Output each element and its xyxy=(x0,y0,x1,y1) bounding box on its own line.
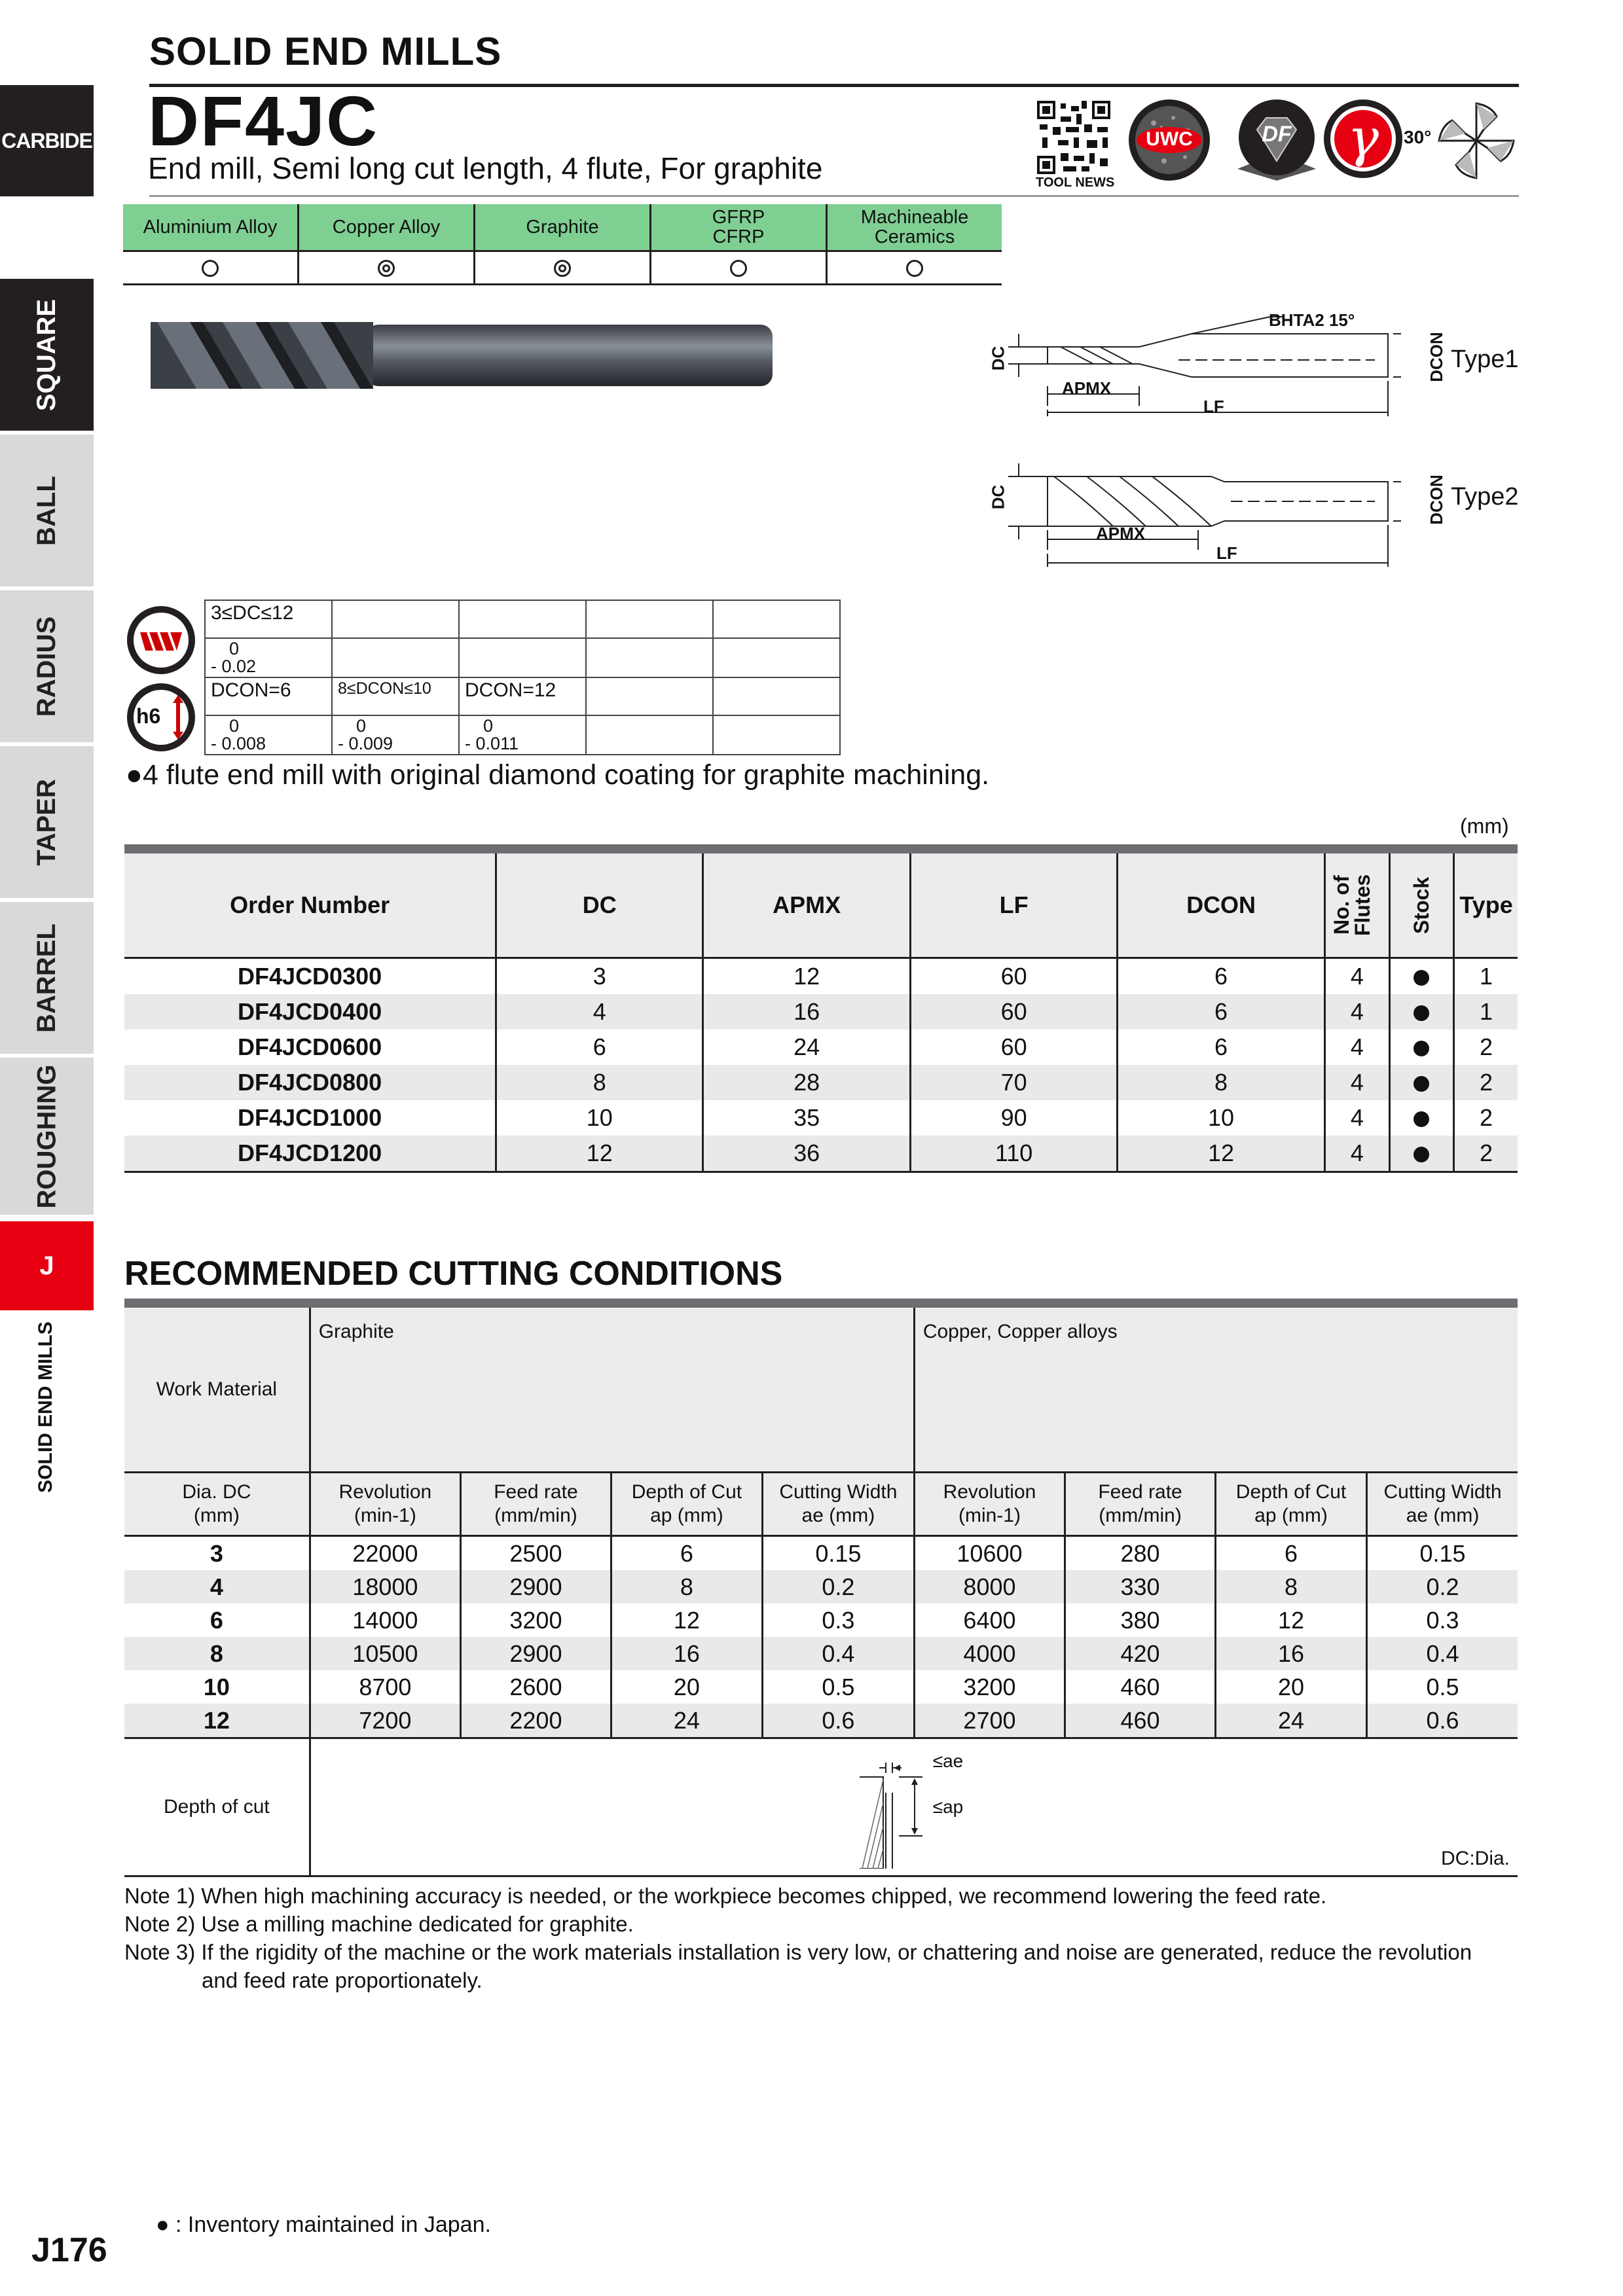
tab-radius-label: RADIUS xyxy=(32,616,61,717)
dc-value: 4 xyxy=(496,994,703,1030)
tolerance-table xyxy=(204,600,841,755)
material-name: Graphite xyxy=(475,204,651,251)
lf-value: 60 xyxy=(911,958,1118,995)
carbide-tab[interactable]: CARBIDE xyxy=(0,85,94,196)
note-3-continued: and feed rate proportionately. xyxy=(202,1967,483,1992)
dc-label-type2: DC xyxy=(988,484,1008,510)
dcon-label-2: 8≤DCON≤10 xyxy=(332,677,459,715)
df-diamond-badge xyxy=(1235,98,1319,185)
type-value: 1 xyxy=(1480,963,1493,990)
tab-ball[interactable] xyxy=(0,435,94,586)
copper-ap: 6 xyxy=(1215,1536,1366,1571)
graphite-feed: 2600 xyxy=(461,1670,611,1704)
dcon-value: 6 xyxy=(1118,1030,1325,1065)
lf-value: 60 xyxy=(911,1030,1118,1065)
col-flutes xyxy=(1324,849,1389,958)
spec-table xyxy=(124,844,1518,1173)
graphite-feed: 2900 xyxy=(461,1637,611,1670)
copper-rev: 2700 xyxy=(914,1704,1065,1738)
bhta-label: BHTA2 15° xyxy=(1269,310,1355,330)
dcon-lower: - 0.008 xyxy=(211,734,266,753)
feature-description: ●4 flute end mill with original diamond coating for graphite machining. xyxy=(126,759,990,791)
material-name: Copper Alloy xyxy=(299,204,475,251)
type-value: 2 xyxy=(1480,1033,1493,1060)
flutes-value: 4 xyxy=(1324,1030,1389,1065)
graphite-ap: 20 xyxy=(611,1670,762,1704)
width-header-text: Cutting Width ae (mm) xyxy=(779,1481,898,1526)
dcon-label-1: DCON=6 xyxy=(205,677,332,715)
unit-label: (mm) xyxy=(1460,814,1509,838)
dcon-lower: - 0.009 xyxy=(338,734,393,753)
df-badge-text: DF xyxy=(1262,122,1292,147)
dc-dia-label: DC:Dia. xyxy=(1440,1848,1510,1869)
feed-header xyxy=(461,1473,611,1536)
material-name xyxy=(827,204,1002,251)
rev-header xyxy=(914,1473,1065,1536)
uwc-badge-text: UWC xyxy=(1146,128,1193,150)
depth-header xyxy=(611,1473,762,1536)
material-suitability-table xyxy=(123,204,1002,285)
stock-dot-icon xyxy=(1413,1005,1429,1021)
note-1: Note 1) When high machining accuracy is needed, or the workpiece becomes chipped, we recommend lowering the feed rate. xyxy=(124,1884,1327,1908)
col-dcon: DCON xyxy=(1118,849,1325,958)
order-number[interactable]: DF4JCD0300 xyxy=(124,958,496,995)
feed-header-text: Feed rate (mm/min) xyxy=(1098,1481,1182,1526)
dcon-upper: 0 xyxy=(229,716,240,736)
graphite-ae: 0.5 xyxy=(762,1670,914,1704)
width-header xyxy=(1367,1473,1518,1536)
rating-cell xyxy=(123,251,299,285)
rev-header xyxy=(310,1473,460,1536)
graphite-heading: Graphite xyxy=(310,1303,914,1473)
stock-cell xyxy=(1389,1100,1453,1136)
dc-value: 8 xyxy=(496,1065,703,1100)
type2-label: Type2 xyxy=(1451,483,1519,511)
col-apmx: APMX xyxy=(703,849,911,958)
tab-square-label: SQUARE xyxy=(32,298,62,411)
dia-value: 4 xyxy=(124,1570,310,1604)
rating-cell xyxy=(827,251,1002,285)
graphite-ae: 0.4 xyxy=(762,1637,914,1670)
apmx-label: APMX xyxy=(1062,378,1112,398)
ae-label: ≤ae xyxy=(932,1751,964,1771)
dia-value: 10 xyxy=(124,1670,310,1704)
best-double-circle-icon xyxy=(554,260,571,277)
stock-dot-icon xyxy=(1413,1076,1429,1092)
type2-dimension-diagram xyxy=(982,458,1401,573)
flutes-value: 4 xyxy=(1324,994,1389,1030)
tab-barrel[interactable] xyxy=(0,902,94,1054)
stock-cell xyxy=(1389,1136,1453,1172)
dc-value: 6 xyxy=(496,1030,703,1065)
dc-tolerance-values xyxy=(205,638,332,677)
end-mill-photo xyxy=(151,319,779,395)
copper-feed: 460 xyxy=(1065,1670,1216,1704)
dc-lower: - 0.02 xyxy=(211,656,257,676)
dcon-lower: - 0.011 xyxy=(465,734,519,753)
copper-ae: 0.6 xyxy=(1367,1704,1518,1738)
flutes-value: 4 xyxy=(1324,1100,1389,1136)
apmx-label-type2: APMX xyxy=(1096,524,1146,543)
col-lf: LF xyxy=(911,849,1118,958)
copper-rev: 3200 xyxy=(914,1670,1065,1704)
material-name xyxy=(651,204,827,251)
tab-barrel-label: BARREL xyxy=(32,923,62,1033)
tab-j[interactable]: J xyxy=(0,1221,94,1310)
dcon-tolerance-3 xyxy=(459,715,586,755)
apmx-value: 35 xyxy=(703,1100,911,1136)
dc-value: 12 xyxy=(496,1136,703,1172)
dia-header xyxy=(124,1473,310,1536)
copper-ae: 0.5 xyxy=(1426,1673,1459,1700)
order-number[interactable]: DF4JCD1200 xyxy=(124,1136,496,1172)
stock-dot-icon xyxy=(1413,1041,1429,1056)
dcon-value: 6 xyxy=(1118,958,1325,995)
order-number[interactable]: DF4JCD0400 xyxy=(124,994,496,1030)
copper-heading: Copper, Copper alloys xyxy=(914,1303,1518,1473)
page-number: J176 xyxy=(31,2231,107,2269)
order-number[interactable]: DF4JCD0800 xyxy=(124,1065,496,1100)
dcon-tolerance-2 xyxy=(332,715,459,755)
graphite-rev: 7200 xyxy=(310,1704,460,1738)
material-name: Aluminium Alloy xyxy=(123,204,299,251)
tab-radius[interactable] xyxy=(0,590,94,742)
h6-tolerance-icon xyxy=(126,682,196,756)
graphite-feed: 2200 xyxy=(461,1704,611,1738)
lf-value: 70 xyxy=(911,1065,1118,1100)
dcon-upper: 0 xyxy=(356,716,367,736)
tool-news-label: TOOL NEWS xyxy=(1036,175,1115,190)
best-double-circle-icon xyxy=(378,260,395,277)
material-name-text: Machineable Ceramics xyxy=(860,206,969,247)
apmx-value: 24 xyxy=(703,1030,911,1065)
depth-of-cut-diagram-cell xyxy=(310,1738,1518,1876)
graphite-rev: 14000 xyxy=(310,1604,460,1637)
solid-end-mills-vertical-label xyxy=(26,1316,65,1499)
dcon-label: DCON xyxy=(1426,332,1446,382)
col-stock-text: Stock xyxy=(1410,876,1434,934)
copper-ap: 20 xyxy=(1215,1670,1366,1704)
dcon-value: 6 xyxy=(1118,994,1325,1030)
graphite-rev: 8700 xyxy=(310,1670,460,1704)
flutes-value: 4 xyxy=(1324,958,1389,995)
stock-dot-icon xyxy=(1413,1147,1429,1162)
graphite-ae: 0.15 xyxy=(762,1536,914,1571)
four-flute-icon xyxy=(1434,98,1519,187)
col-order-number: Order Number xyxy=(124,849,496,958)
rating-cell xyxy=(651,251,827,285)
copper-rev: 4000 xyxy=(914,1637,1065,1670)
depth-of-cut-diagram xyxy=(860,1753,938,1874)
dcon-value: 12 xyxy=(1118,1136,1325,1172)
graphite-ap: 24 xyxy=(611,1704,762,1738)
graphite-ap: 6 xyxy=(611,1536,762,1571)
graphite-ap: 16 xyxy=(611,1637,762,1670)
stock-dot-icon xyxy=(1413,970,1429,986)
model-subtitle: End mill, Semi long cut length, 4 flute, For graphite xyxy=(148,151,823,185)
depth-header-text: Depth of Cut ap (mm) xyxy=(631,1481,742,1526)
graphite-feed: 2500 xyxy=(461,1536,611,1571)
graphite-ae: 0.6 xyxy=(762,1704,914,1738)
depth-header-text: Depth of Cut ap (mm) xyxy=(1235,1481,1347,1526)
width-header-text: Cutting Width ae (mm) xyxy=(1383,1481,1502,1526)
cutting-conditions-table xyxy=(124,1299,1518,1877)
lf-label: LF xyxy=(1203,397,1224,416)
feed-header-text: Feed rate (mm/min) xyxy=(494,1481,578,1526)
copper-ap: 24 xyxy=(1215,1704,1366,1738)
inventory-note: ● : Inventory maintained in Japan. xyxy=(156,2212,491,2237)
dia-value: 8 xyxy=(124,1637,310,1670)
header-rule-2 xyxy=(149,195,1519,197)
type1-label: Type1 xyxy=(1451,346,1519,373)
col-type: Type xyxy=(1454,849,1518,958)
dia-header-text: Dia. DC (mm) xyxy=(182,1481,251,1526)
tab-taper[interactable] xyxy=(0,746,94,898)
material-name-text: GFRP CFRP xyxy=(712,206,765,247)
apmx-value: 12 xyxy=(703,958,911,995)
lf-value: 90 xyxy=(911,1100,1118,1136)
lf-value: 60 xyxy=(911,994,1118,1030)
copper-ae: 0.15 xyxy=(1419,1539,1466,1567)
rev-header-text: Revolution (min-1) xyxy=(943,1481,1036,1526)
dia-value: 12 xyxy=(124,1704,310,1738)
copper-ap: 16 xyxy=(1215,1637,1366,1670)
graphite-ap: 8 xyxy=(611,1570,762,1604)
graphite-feed: 2900 xyxy=(461,1570,611,1604)
h6-text: h6 xyxy=(136,704,161,728)
type-value: 2 xyxy=(1454,1065,1518,1100)
flutes-value: 4 xyxy=(1324,1065,1389,1100)
order-number[interactable]: DF4JCD1000 xyxy=(124,1100,496,1136)
dcon-label-3: DCON=12 xyxy=(459,677,586,715)
order-number[interactable]: DF4JCD0600 xyxy=(124,1030,496,1065)
dc-upper: 0 xyxy=(229,639,240,658)
note-3: Note 3) If the rigidity of the machine or the work materials installation is very low, or chattering and noise are generated, reduce the revolution xyxy=(124,1939,1472,1964)
suitable-circle-icon xyxy=(906,260,923,277)
copper-feed: 460 xyxy=(1065,1704,1216,1738)
uwc-badge xyxy=(1127,98,1211,185)
dia-value: 3 xyxy=(124,1536,310,1571)
suitable-circle-icon xyxy=(202,260,219,277)
dc-value: 10 xyxy=(496,1100,703,1136)
graphite-feed: 3200 xyxy=(461,1604,611,1637)
graphite-ae: 0.3 xyxy=(762,1604,914,1637)
stock-cell xyxy=(1389,994,1453,1030)
dc-tolerance-icon xyxy=(126,605,196,679)
dc-label: DC xyxy=(988,346,1008,371)
tab-square[interactable] xyxy=(0,279,94,431)
ap-label: ≤ap xyxy=(932,1797,964,1817)
copper-ae: 0.4 xyxy=(1367,1637,1518,1670)
gamma-badge xyxy=(1322,98,1404,183)
copper-ae: 0.2 xyxy=(1367,1570,1518,1604)
graphite-ap: 12 xyxy=(611,1604,762,1637)
solid-end-mills-vertical-text: SOLID END MILLS xyxy=(35,1321,57,1493)
graphite-rev: 22000 xyxy=(310,1536,460,1571)
tab-roughing[interactable] xyxy=(0,1058,94,1215)
apmx-value: 28 xyxy=(703,1065,911,1100)
col-dc: DC xyxy=(496,849,703,958)
stock-cell xyxy=(1389,1065,1453,1100)
dcon-upper: 0 xyxy=(483,716,494,736)
copper-feed: 380 xyxy=(1065,1604,1216,1637)
copper-ap: 8 xyxy=(1215,1570,1366,1604)
graphite-rev: 18000 xyxy=(310,1570,460,1604)
copper-feed: 280 xyxy=(1065,1536,1216,1571)
stock-dot-icon xyxy=(1413,1111,1429,1127)
qr-code-icon[interactable] xyxy=(1037,101,1110,174)
stock-cell xyxy=(1389,1030,1453,1065)
depth-header xyxy=(1215,1473,1366,1536)
copper-ae: 0.3 xyxy=(1426,1606,1459,1634)
category-title: SOLID END MILLS xyxy=(149,29,502,73)
dc-range: 3≤DC≤12 xyxy=(205,600,332,638)
copper-feed: 420 xyxy=(1065,1637,1216,1670)
tab-taper-label: TAPER xyxy=(31,778,61,866)
flutes-value: 4 xyxy=(1324,1136,1389,1172)
copper-rev: 8000 xyxy=(914,1570,1065,1604)
feed-header xyxy=(1065,1473,1216,1536)
notes xyxy=(124,1882,1472,1995)
model-title: DF4JC xyxy=(148,81,379,160)
dia-value: 6 xyxy=(124,1604,310,1637)
rating-cell xyxy=(475,251,651,285)
type-value: 2 xyxy=(1480,1104,1493,1131)
rev-header-text: Revolution (min-1) xyxy=(338,1481,432,1526)
stock-cell xyxy=(1389,958,1453,995)
graphite-ae: 0.2 xyxy=(762,1570,914,1604)
width-header xyxy=(762,1473,914,1536)
col-stock xyxy=(1389,849,1453,958)
type-value: 2 xyxy=(1454,1136,1518,1172)
dc-value: 3 xyxy=(496,958,703,995)
depth-of-cut-label: Depth of cut xyxy=(124,1738,310,1876)
copper-ap: 12 xyxy=(1215,1604,1366,1637)
tab-ball-label: BALL xyxy=(31,475,61,546)
dcon-tolerance-1 xyxy=(205,715,332,755)
dcon-label-type2: DCON xyxy=(1426,475,1446,525)
suitable-circle-icon xyxy=(730,260,747,277)
col-flutes-text: No. of Flutes xyxy=(1329,874,1374,937)
dcon-value: 10 xyxy=(1118,1100,1325,1136)
rating-cell xyxy=(299,251,475,285)
copper-feed: 330 xyxy=(1065,1570,1216,1604)
cutting-conditions-title: RECOMMENDED CUTTING CONDITIONS xyxy=(124,1255,783,1293)
helix-angle-label: 30° xyxy=(1404,127,1432,147)
apmx-value: 36 xyxy=(703,1136,911,1172)
work-material-label: Work Material xyxy=(124,1303,310,1473)
copper-rev: 10600 xyxy=(914,1536,1065,1571)
apmx-value: 16 xyxy=(703,994,911,1030)
dcon-value: 8 xyxy=(1118,1065,1325,1100)
graphite-rev: 10500 xyxy=(310,1637,460,1670)
tab-roughing-label: ROUGHING xyxy=(32,1064,61,1208)
gamma-badge-text: γ xyxy=(1347,107,1379,168)
type-value: 1 xyxy=(1454,994,1518,1030)
note-2: Note 2) Use a milling machine dedicated for graphite. xyxy=(124,1911,634,1936)
lf-label-type2: LF xyxy=(1216,543,1237,563)
lf-value: 110 xyxy=(911,1136,1118,1172)
copper-rev: 6400 xyxy=(914,1604,1065,1637)
